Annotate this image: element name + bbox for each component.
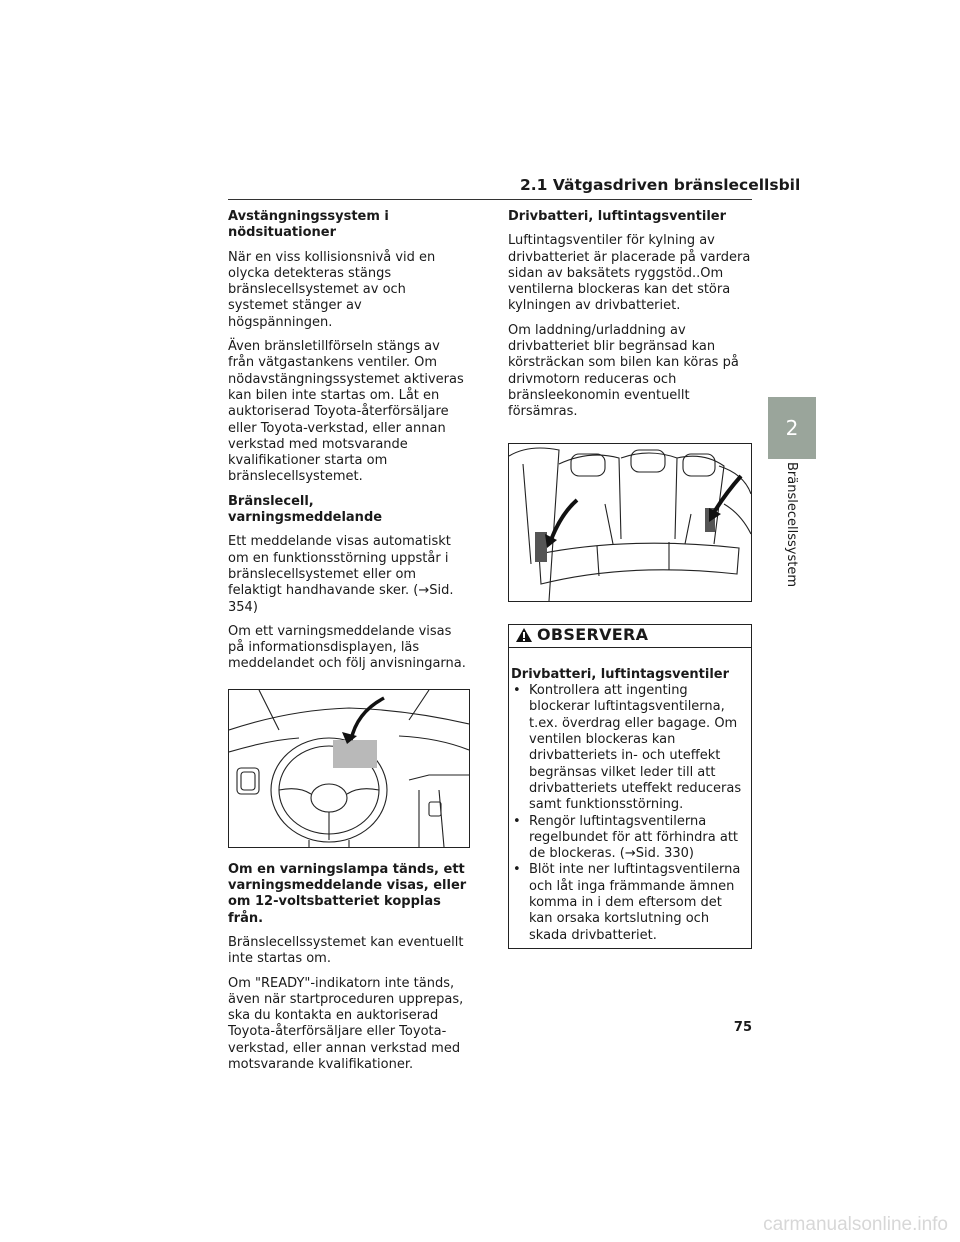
caution-body [509, 648, 751, 948]
heading-battery-vents: Drivbatteri, luftintagsventiler [508, 209, 727, 224]
caution-bullet-text: Kontrollera att ingenting blockerar luftintagsventilerna, t.ex. överdrag eller bagage. Om ventilen blockeras kan drivbatteriets in- och uteffekt begränsas vilket leder till att drivbatteriets uteffekt reduceras samt funktionsstörning. [529, 683, 742, 813]
heading-emergency-shutoff: Avstängningssystem i nödsituationer [228, 209, 389, 241]
caution-bullet-text: Rengör luftintagsventilerna regelbundet för att förhindra att de blockeras. (→Sid. 330) [529, 813, 739, 862]
caution-bullet: • Rengör luftintagsventilerna regelbundet för att förhindra att de blockeras. (→Sid. 330) [513, 813, 739, 862]
paragraph: Om ett varningsmeddelande visas på informationsdisplayen, läs meddelandet och följ anvisningarna. [228, 623, 466, 672]
warning-icon [515, 627, 533, 643]
heading-warning-light: Om en varningslampa tänds, ett varningsmeddelande visas, eller om 12-voltsbatteriet kopplas från. [228, 861, 467, 926]
header-divider [228, 199, 752, 200]
paragraph: Om laddning/urladdning av drivbatteriet blir begränsad kan körsträckan som bilen kan köras på drivmotorn reduceras och bränsleekonomin eventuellt försämras. [508, 322, 739, 420]
dashboard-illustration [228, 689, 470, 848]
caution-header [509, 625, 751, 648]
paragraph: Även bränsletillförseln stängs av från vätgastankens ventiler. Om nödavstängningssystemet aktiveras kan bilen inte startas om. Låt en auktoriserad Toyota-återförsäljare eller Toyota-verkstad, eller annan verkstad med motsvarande kvalifikationer starta om bränslecellsystemet. [228, 339, 464, 485]
page-number: 75 [733, 1020, 752, 1035]
caution-box [508, 624, 752, 949]
caution-title: OBSERVERA [537, 624, 649, 644]
dashboard-drawing [229, 690, 469, 847]
rear-seat-drawing [509, 444, 751, 601]
chapter-tab-number: 2 [768, 397, 816, 459]
paragraph: Luftintagsventiler för kylning av drivbatteriet är placerade på vardera sidan av baksätets ryggstöd..Om ventilerna blockeras kan det störa kylningen av drivbatteriet. [508, 233, 751, 314]
watermark: carmanualsonline.info [763, 1214, 948, 1235]
chapter-tab-label: Bränslecellssystem [784, 462, 799, 587]
chapter-tab-label-container [768, 462, 816, 592]
arrow-pointer [351, 698, 384, 740]
display-highlight [333, 740, 377, 768]
caution-bullet-text: Blöt inte ner luftintagsventilerna och låt inga främmande ämnen komma in i dem eftersom det kan orsaka kortslutning och skada drivbatteriet. [529, 862, 741, 943]
caution-bullet: • Kontrollera att ingenting blockerar luftintagsventilerna, t.ex. överdrag eller bagage. Om ventilen blockeras kan drivbatteriets in- och uteffekt begränsas vilket leder till att drivbatteriets uteffekt reduceras samt funktionsstörning. [513, 683, 742, 813]
caution-subtitle: Drivbatteri, luftintagsventiler [511, 666, 730, 682]
right-column [508, 209, 752, 949]
arrow-right-vent [713, 476, 741, 514]
left-air-vent [535, 532, 547, 562]
paragraph: Bränslecellssystemet kan eventuellt inte startas om. [228, 934, 464, 967]
caution-bullet: • Blöt inte ner luftintagsventilerna och låt inga främmande ämnen komma in i dem eftersom det kan orsaka kortslutning och skada drivbatteriet. [513, 862, 741, 943]
paragraph: Ett meddelande visas automatiskt om en funktionsstörning uppstår i bränslecellsystemet eller om felaktigt handhavande sker. (→Sid. 354) [228, 534, 454, 615]
heading-fuel-cell-warning: Bränslecell, varningsmeddelande [228, 493, 383, 526]
paragraph: När en viss kollisionsnivå vid en olycka detekteras stängs bränslecellsystemet av och systemet stänger av högspänningen. [228, 249, 436, 330]
rear-seat-illustration [508, 443, 752, 602]
section-header-title: 2.1 Vätgasdriven bränslecellsbil [520, 176, 801, 194]
left-column [228, 209, 468, 1081]
paragraph: Om "READY"-indikatorn inte tänds, även när startproceduren upprepas, ska du kontakta en auktoriserad Toyota-återförsäljare eller Toyota-verkstad, eller annan verkstad med motsvarande kvalifikationer. [228, 975, 464, 1072]
